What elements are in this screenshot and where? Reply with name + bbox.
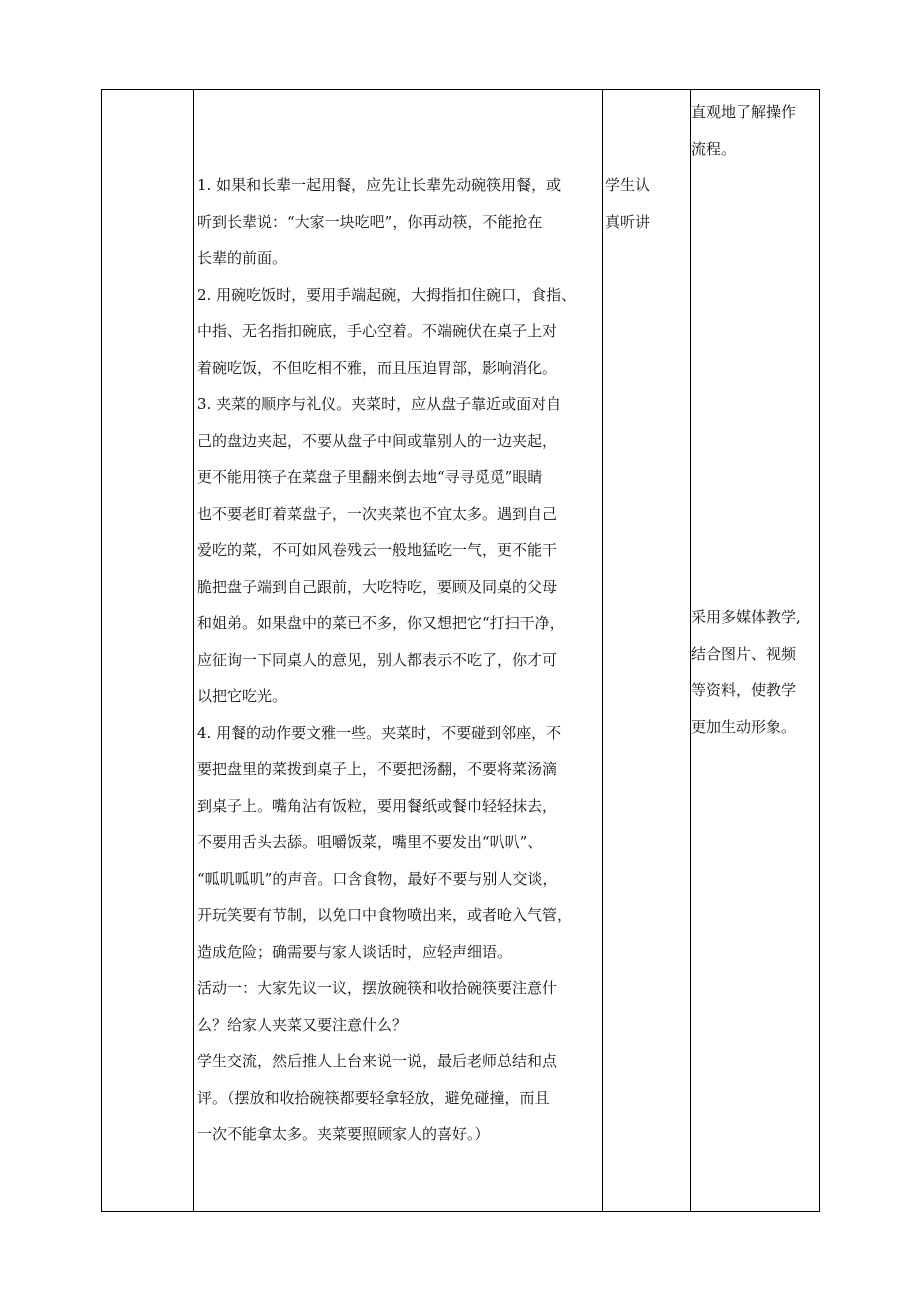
content-line: 1. 如果和长辈一起用餐，应先让长辈先动碗筷用餐，或 <box>197 176 562 194</box>
content-line: 2. 用碗吃饭时，要用手端起碗，大拇指扣住碗口，食指、 <box>197 285 577 304</box>
content-line: 么？给家人夹菜又要注意什么？ <box>197 1015 408 1034</box>
content-line: 听到长辈说：“大家一块吃吧”，你再动筷，不能抢在 <box>197 212 543 231</box>
content-line: 开玩笑要有节制，以免口中食物喷出来，或者呛入气管， <box>197 906 573 924</box>
table-column-content <box>194 90 603 1211</box>
content-line: 爱吃的菜，不可如风卷残云一般地猛吃一气，更不能干 <box>197 541 558 559</box>
content-line: 一次不能拿太多。夹菜要照顾家人的喜好。） <box>197 1125 490 1143</box>
content-line: 己的盘边夹起，不要从盘子中间或靠别人的一边夹起， <box>197 431 558 450</box>
table-column-student-activity <box>603 90 691 1211</box>
design-intent-line: 结合图片、视频 <box>691 644 797 663</box>
content-line: “呱叽呱叽”的声音。口含食物，最好不要与别人交谈， <box>197 869 558 888</box>
content-line: 活动一：大家先议一议，摆放碗筷和收拾碗筷要注意什 <box>197 979 558 997</box>
content-line: 到桌子上。嘴角沾有饭粒，要用餐纸或餐巾轻轻抹去， <box>197 796 558 815</box>
design-intent-line: 等资料，使教学 <box>691 681 797 699</box>
student-activity-line: 学生认 <box>605 176 651 194</box>
design-intent-middle <box>691 599 819 745</box>
design-intent-top <box>691 94 819 167</box>
teaching-content <box>197 167 602 1153</box>
table-column-section <box>102 90 194 1211</box>
content-line: 3. 夹菜的顺序与礼仪。夹菜时，应从盘子靠近或面对自 <box>197 395 562 413</box>
content-line: 中指、无名指扣碗底，手心空着。不端碗伏在桌子上对 <box>197 322 558 340</box>
design-intent-line: 流程。 <box>691 139 737 158</box>
content-line: 不要用舌头去舔。咀嚼饭菜，嘴里不要发出“叭叭”、 <box>197 833 543 851</box>
lesson-table <box>101 89 820 1212</box>
content-line: 造成危险；确需要与家人谈话时，应轻声细语。 <box>197 942 513 961</box>
content-line: 评。（摆放和收拾碗筷都要轻拿轻放，避免碰撞，而且 <box>197 1088 550 1107</box>
content-line: 着碗吃饭，不但吃相不雅，而且压迫胃部，影响消化。 <box>197 358 558 377</box>
content-line: 长辈的前面。 <box>197 249 288 267</box>
content-line: 也不要老盯着菜盘子，一次夹菜也不宜太多。遇到自己 <box>197 504 558 523</box>
content-line: 更不能用筷子在菜盘子里翻来倒去地“寻寻觅觅”眼睛 <box>197 468 543 486</box>
table-column-design-intent <box>691 90 819 1211</box>
content-line: 脆把盘子端到自己跟前，大吃特吃，要顾及同桌的父母 <box>197 577 558 596</box>
content-line: 学生交流，然后推人上台来说一说，最后老师总结和点 <box>197 1052 558 1070</box>
content-line: 应征询一下同桌人的意见，别人都表示不吃了，你才可 <box>197 650 558 669</box>
design-intent-line: 直观地了解操作 <box>691 103 797 121</box>
design-intent-line: 更加生动形象。 <box>691 717 797 736</box>
student-activity <box>605 167 691 240</box>
student-activity-line: 真听讲 <box>605 212 651 231</box>
design-intent-line: 采用多媒体教学, <box>691 608 801 626</box>
content-line: 要把盘里的菜拨到桌子上，不要把汤翻，不要将菜汤滴 <box>197 760 558 778</box>
content-line: 4. 用餐的动作要文雅一些。夹菜时，不要碰到邻座，不 <box>197 723 562 742</box>
content-line: 以把它吃光。 <box>197 687 288 705</box>
content-line: 和姐弟。如果盘中的菜已不多，你又想把它“打扫干净， <box>197 614 565 632</box>
